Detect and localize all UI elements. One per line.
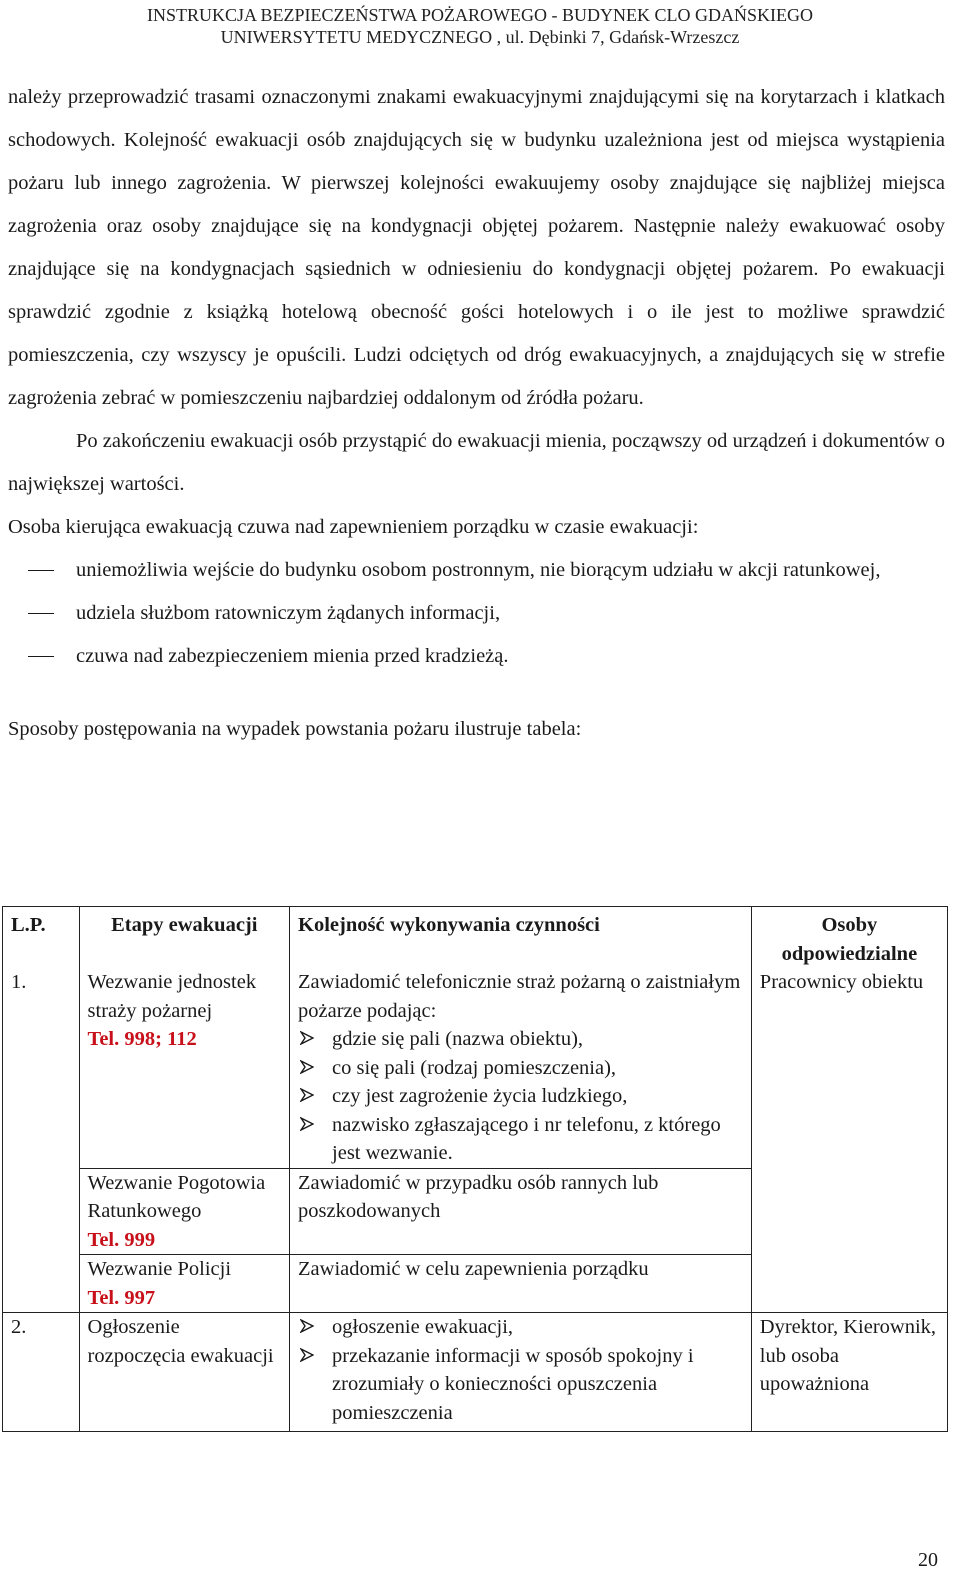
arrowhead-bullet-icon [300,1319,314,1333]
row2-lp: 2. [3,1313,80,1432]
stage-label: Wezwanie Pogotowia Ratunkowego [87,1171,266,1222]
stage-label: Wezwanie jednostek straży pożarnej [87,971,257,1022]
list-item-text: czuwa nad zabezpieczeniem mienia przed kradzieżą. [76,645,509,667]
list-item [298,1082,743,1111]
row1-lp: 1. [3,968,80,1313]
row1-stage-police [79,1255,290,1313]
list-item-text: co się pali (rodzaj pomieszczenia), [332,1056,617,1079]
row1-stage-ambulance [79,1168,290,1255]
column-header-responsible: Osoby odpowiedzialne [751,907,947,969]
list-item-text: gdzie się pali (nazwa obiektu), [332,1028,584,1050]
list-item-text: uniemożliwia wejście do budynku osobom postronnym, nie biorącym udziału w akcji ratunkowej, [76,559,881,581]
table-row [3,1313,948,1432]
phone-number: Tel. 998; 112 [87,1028,197,1050]
action-intro: Zawiadomić telefonicznie straż pożarną o zaistniałym pożarze podając: [298,971,741,1022]
list-item [8,592,945,635]
dash-icon [28,656,54,657]
phone-number: Tel. 997 [87,1286,156,1309]
row2-actions [290,1313,752,1432]
row1-actions-police: Zawiadomić w celu zapewnienia porządku [290,1255,752,1313]
table-header-row [3,907,948,969]
row1-actions-fire-brigade [290,968,752,1168]
column-header-actions: Kolejność wykonywania czynności [290,907,752,969]
list-item-text: ogłoszenie ewakuacji, [332,1316,514,1338]
arrowhead-bullet-icon [300,1348,314,1362]
list-item-text: udziela służbom ratowniczym żądanych informacji, [76,602,501,624]
arrowhead-bullet-icon [300,1031,314,1045]
arrowhead-bullet-icon [300,1060,314,1074]
list-item [8,549,945,592]
list-item [298,1313,743,1342]
announcement-list [298,1313,743,1427]
arrowhead-bullet-icon [300,1117,314,1131]
list-item [8,635,945,678]
list-item [298,1342,743,1428]
dash-icon [28,613,54,614]
dash-icon [28,570,54,571]
column-header-lp: L.P. [3,907,80,969]
list-item [298,1111,743,1168]
header-line-1: INSTRUKCJA BEZPIECZEŃSTWA POŻAROWEGO - BUDYNEK CLO GDAŃSKIEGO [147,5,813,25]
table-row [3,968,948,1168]
coordinator-duties-list [8,549,945,678]
row1-responsible: Pracownicy obiektu [751,968,947,1313]
row2-stage: Ogłoszenie rozpoczęcia ewakuacji [79,1313,290,1432]
arrowhead-bullet-icon [300,1088,314,1102]
column-header-stage: Etapy ewakuacji [79,907,290,969]
list-item [298,1025,743,1054]
table-intro: Sposoby postępowania na wypadek powstania pożaru ilustruje tabela: [8,718,582,740]
document-body [8,76,945,744]
list-item [298,1054,743,1083]
list-item-text: czy jest zagrożenie życia ludzkiego, [332,1085,628,1107]
document-header [0,4,960,48]
stage-label: Wezwanie Policji [87,1258,232,1280]
row1-stage-fire-brigade [79,968,290,1168]
list-item-text: nazwisko zgłaszającego i nr telefonu, z którego jest wezwanie. [332,1113,721,1164]
page-number: 20 [918,1549,938,1571]
row2-responsible: Dyrektor, Kierownik, lub osoba upoważniona [751,1313,947,1432]
evacuation-procedure-table [2,906,948,1432]
phone-number: Tel. 999 [87,1228,156,1251]
row1-actions-ambulance: Zawiadomić w przypadku osób rannych lub poszkodowanych [290,1168,752,1255]
paragraph-property-evacuation: Po zakończeniu ewakuacji osób przystąpić do ewakuacji mienia, począwszy od urządzeń i dokumentów o największej wartości. [8,430,945,495]
header-line-2: UNIWERSYTETU MEDYCZNEGO , ul. Dębinki 7, Gdańsk-Wrzeszcz [220,27,740,47]
report-details-list [298,1025,743,1168]
list-item-text: przekazanie informacji w sposób spokojny i zrozumiały o konieczności opuszczenia pomieszczenia [332,1344,694,1424]
paragraph-evacuation-order: należy przeprowadzić trasami oznaczonymi znakami ewakuacyjnymi znajdującymi się na korytarzach i klatkach schodowych. Kolejność ewakuacji osób znajdujących się w budynku uzależniona jest od miejsca wystąpienia pożaru lub innego zagrożenia. W pierwszej kolejności ewakuujemy osoby znajdujące się najbliżej miejsca zagrożenia oraz osoby znajdujące się na kondygnacji objętej pożarem. Następnie należy ewakuować osoby znajdujące się na kondygnacjach sąsiednich w odniesieniu do kondygnacji objętej pożarem. Po ewakuacji sprawdzić zgodnie z książką hotelową obecność gości hotelowych i o ile jest to możliwe sprawdzić pomieszczenia, czy wszyscy je opuścili. Ludzi odciętych od dróg ewakuacyjnych, a znajdujących się w strefie zagrożenia zebrać w pomieszczeniu najbardziej oddalonym od źródła pożaru. [8,86,945,409]
paragraph-coordinator: Osoba kierująca ewakuacją czuwa nad zapewnieniem porządku w czasie ewakuacji: [8,516,699,538]
